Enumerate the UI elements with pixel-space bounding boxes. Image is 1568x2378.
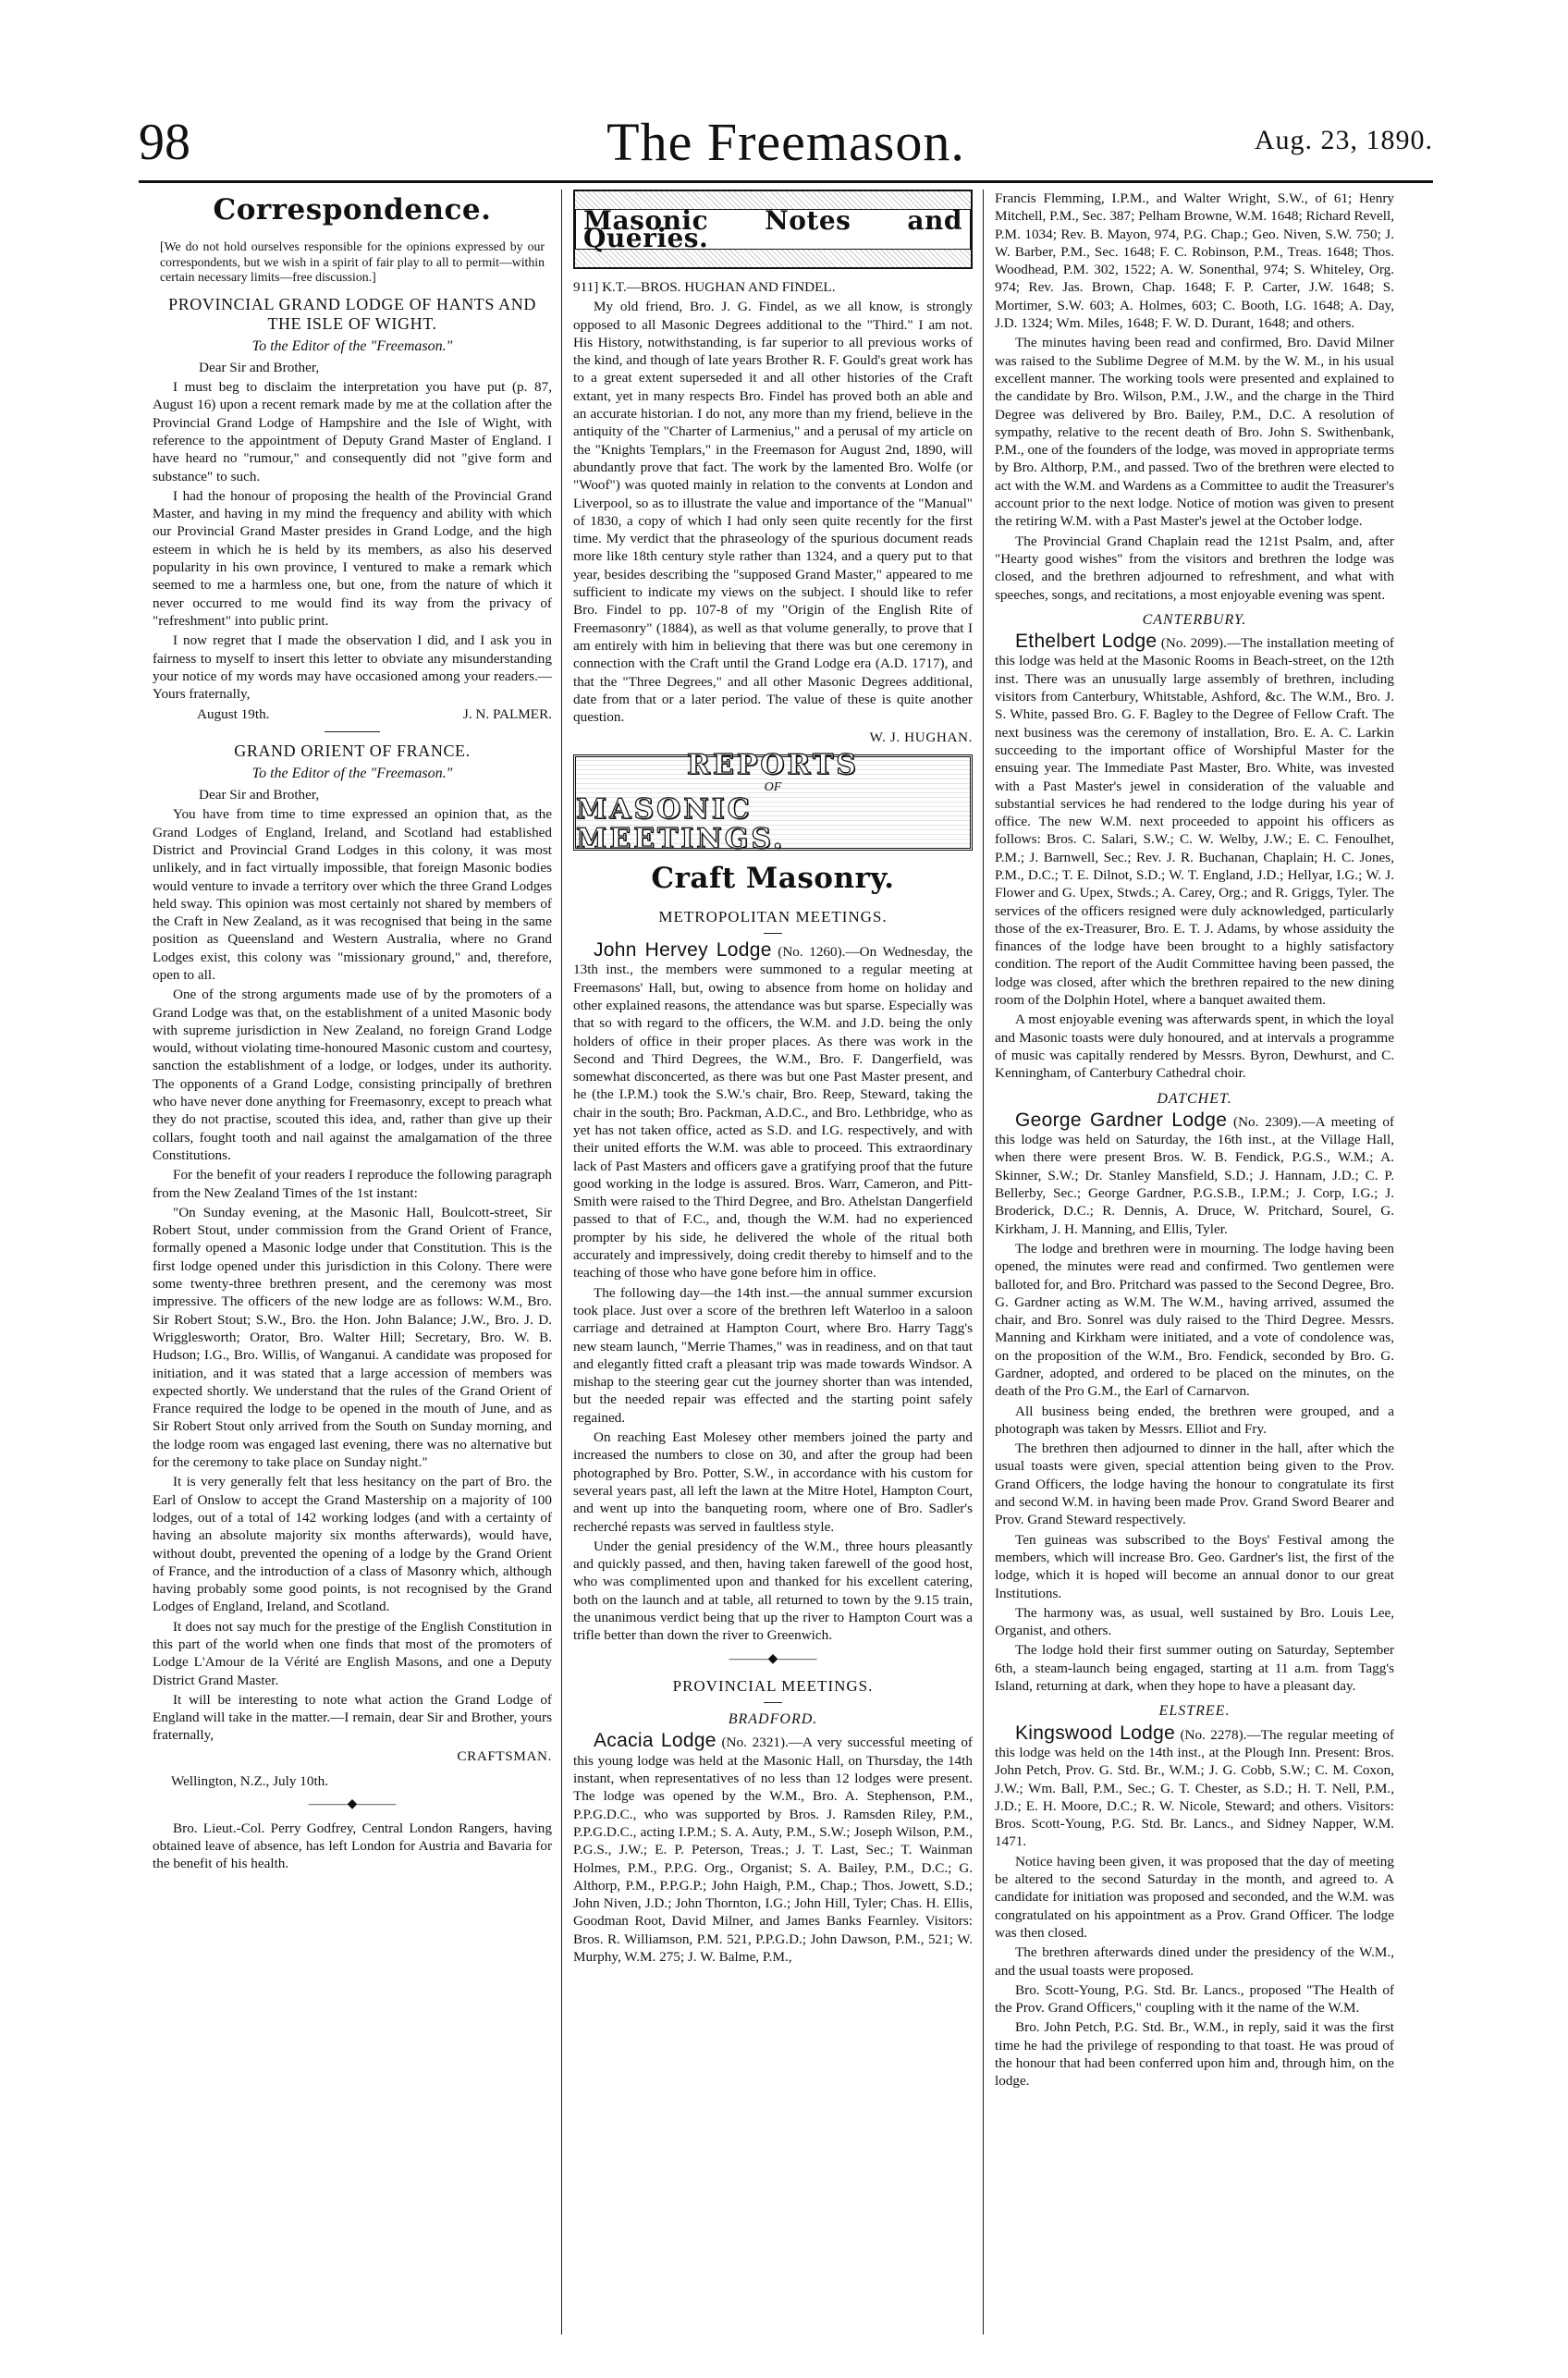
letter-addressee: To the Editor of the "Freemason." <box>251 337 453 354</box>
masthead <box>139 109 1433 176</box>
letter-paragraph: For the benefit of your readers I reproduce the following paragraph from the New Zealand Times of the 1st instant: <box>153 1167 552 1201</box>
query-heading: 911] K.T.—BROS. HUGHAN AND FINDEL. <box>573 279 836 295</box>
query-signature: W. J. HUGHAN. <box>869 729 973 746</box>
report-paragraph: The following day—the 14th inst.—the annual summer excursion took place. Just over a score of the brethren left Waterloo in a saloon carriage and detrained at Hampton Court, where Bro. Harry Tagg's new steam launch, "Merrie Thames," was in readiness, and on that taut and elegantly fitted craft a pleasant trip was made towards Windsor. A mishap to the steering gear cut the journey shorter than was intended, but the needed repair was effected and the starting point safely regained. <box>573 1284 973 1426</box>
letter-salutation: Dear Sir and Brother, <box>199 787 320 803</box>
letter-paragraph: You have from time to time expressed an opinion that, as the Grand Lodges of England, Ireland, and Scotland had established District and Provincial Grand Lodges in this colony, it was most unlikely, and in fact virtually impossible, that foreign Masonic bodies would venture to invade a territory over which the three Grand Lodges held sway. This opinion was most certainly not shared by members of the Craft in New Zealand, as it was recognised that being in the same position as Queensland and Western Australia, where no Grand Lodges exist, this colony was "missionary ground," and, therefore, open to all. <box>153 806 552 983</box>
divider <box>764 1702 782 1703</box>
section-heading: PROVINCIAL MEETINGS. <box>672 1676 874 1695</box>
letter-paragraph: I must beg to disclaim the interpretation you have put (p. 87, August 16) upon a recent remark made by me at the collation after the Provincial Grand Lodge of Hampshire and the Isle of Wight, with reference to the appointment of Deputy Grand Master of England. I have heard no "rumour," and consequently did not "give form and substance" to such. <box>153 379 552 484</box>
report-paragraph: The harmony was, as usual, well sustained by Bro. Louis Lee, Organist, and others. <box>995 1604 1394 1639</box>
place-heading: CANTERBURY. <box>1142 611 1247 628</box>
news-footnote: Bro. Lieut.-Col. Perry Godfrey, Central London Rangers, having obtained leave of absence, has left London for Austria and Bavaria for the benefit of his health. <box>153 1820 552 1872</box>
banner-masonic-notes <box>573 190 973 269</box>
lodge-number: (No. 2309). <box>1233 1113 1302 1130</box>
letter-paragraph: It is very generally felt that less hesitancy on the part of Bro. the Earl of Onslow to accept the Grand Mastership on a majority of 100 lodges, out of a total of 142 working lodges (and with a certainty of having an absolute majority six months afterwards), would have, without doubt, prevented the opening of a lodge by the Grand Orient of France, and the introduction of a class of Masonry which, although having probably some good points, is not recognised by the Grand Lodges of England, Ireland, and Scotland. <box>153 1474 552 1615</box>
column-3 <box>995 190 1394 2335</box>
lodge-name: Acacia Lodge <box>594 1730 717 1752</box>
divider <box>325 731 380 732</box>
letter-heading: PROVINCIAL GRAND LODGE OF HANTS AND THE ISLE OF WIGHT. <box>168 294 536 333</box>
report-paragraph: Under the genial presidency of the W.M., three hours pleasantly and quickly passed, and then, having taken farewell of the good host, who was complimented upon and thanked for his excellent catering, both on the launch and at table, all returned to town by the 9.15 train, the unanimous verdict being that up the river to Hampton Court was a trifle better than down the river to Greenwich. <box>573 1538 973 1644</box>
section-title-correspondence: Correspondence. <box>213 193 492 227</box>
lodge-report <box>995 1111 1394 1238</box>
masthead-rule <box>139 180 1433 183</box>
letter-salutation: Dear Sir and Brother, <box>199 359 320 375</box>
letter-place-date: Wellington, N.Z., July 10th. <box>171 1773 329 1790</box>
divider: ———◆——— <box>729 1651 817 1666</box>
letter-signature: J. N. PALMER. <box>462 706 552 723</box>
report-paragraph: The brethren afterwards dined under the presidency of the W.M., and the usual toasts were proposed. <box>995 1944 1394 1979</box>
letter-paragraph: One of the strong arguments made use of by the promoters of a Grand Lodge was that, on the establishment of a united Masonic body with supreme jurisdiction in New Zealand, no foreign Grand Lodge would, without violating time-honoured Masonic custom and courtesy, sanction the establishment of a lodge, or lodges, under its authority. The opponents of a Grand Lodge, consisting principally of brethren who have never done anything for Freemasonry, except to preach what they do not practise, scouted this idea, and, rather than give up their collars, fought tooth and nail against the amalgamation of the three Constitutions. <box>153 987 552 1163</box>
divider: ———◆——— <box>308 1797 397 1812</box>
lodge-number: (No. 2278). <box>1180 1726 1247 1743</box>
report-paragraph: A most enjoyable evening was afterwards spent, in which the loyal and Masonic toasts were duly honoured, and at intervals a programme of music was capitally rendered by Messrs. Byron, Dewhurst, and C. Kenningham, of Canterbury Cathedral choir. <box>995 1011 1394 1082</box>
lodge-name: George Gardner Lodge <box>1015 1109 1228 1131</box>
issue-date: Aug. 23, 1890. <box>1254 125 1433 155</box>
letter-signoff <box>153 705 552 723</box>
lodge-name: Ethelbert Lodge <box>1015 631 1158 653</box>
report-paragraph: The lodge and brethren were in mourning. The lodge having been opened, the minutes were read and confirmed. Two gentlemen were balloted for, and Bro. Pritchard was passed to the Second Degree, Bro. G. Gardner acting as W.M. The W.M., having arrived, assumed the chair, and Bro. Sonrel was duly raised to the Third Degree. Messrs. Manning and Kirkham were initiated, and a vote of condolence was, on the proposition of the W.M., Bro. Fendick, seconded by Bro. G. Gardner, adopted, and ordered to be placed on the minutes, on the death of the Pro G.M., the Earl of Carnarvon. <box>995 1240 1394 1400</box>
letter-date: August 19th. <box>197 706 270 723</box>
place-heading: BRADFORD. <box>728 1711 818 1728</box>
lodge-report-text: —A very successful meeting of this young lodge was held at the Masonic Hall, on Thursday, the 14th instant, when representatives of no less than 12 lodges were present. The lodge was opened by the W.M., Bro. A. Stephenson, P.M., P.P.G.D.C., who was supported by Bros. J. Ramsden Riley, P.M., P.P.G.D.C., acting I.P.M.; S. A. Auty, P.M., S.W.; Joseph Wilson, P.M., P.G.S., J.W.; E. P. Peterson, Treas.; J. T. Last, Sec.; T. Wainman Holmes, P.M., P.P.G. Org., Organist; S. A. Bailey, P.M., D.C.; G. Althorp, P.M., P.P.G.P.; John Haigh, P.M., Chap.; Thos. Jowett, S.D.; John Niven, J.D.; John Thornton, I.G.; John Hill, Tyler; Chas. H. Ellis, Goodman Root, David Milner, and James Banks Fearnley. Visitors: Bros. R. Williamson, P.M. 521, P.P.G.D.; John Dawson, P.M., 521; W. Murphy, W.M. 275; J. W. Balme, P.M., <box>573 1734 973 1966</box>
section-heading: METROPOLITAN MEETINGS. <box>658 907 888 925</box>
column-divider <box>561 190 562 2335</box>
column-divider <box>983 190 984 2335</box>
lodge-name: John Hervey Lodge <box>594 939 772 962</box>
column-2 <box>573 190 973 2335</box>
letter-paragraph: I had the honour of proposing the health of the Provincial Grand Master, and having in my mind the frequency and ability with which our Provincial Grand Master presides in Grand Lodge, and the high esteem in which he is held by its members, as also his deserved popularity in his own province, I ventured to make a remark which seemed to me a harmless one, but one, from the nature of which it never occurred to me would find its way from the privacy of "refreshment" into public print. <box>153 487 552 629</box>
lodge-number: (No. 2099). <box>1160 635 1227 652</box>
lodge-number: (No. 1260). <box>778 944 846 961</box>
lodge-report <box>573 941 973 1282</box>
banner-of-line: OF <box>764 779 782 794</box>
column-1 <box>153 190 552 2335</box>
letter-paragraph: I now regret that I made the observation I did, and I ask you in fairness to myself to insert this letter to obviate any misunderstanding your notice of my words may have occasioned among your readers.—Yours fraternally, <box>153 632 552 703</box>
lodge-report-text: —The regular meeting of this lodge was held on the 14th inst., at the Plough Inn. Present: Bros. John Petch, Prov. G. Std. Br., W.M.; J. G. Cobb, S.W.; C. M. Coxon, J.W.; Wm. Ball, P.M., Sec.; G. T. Chester, as S.D.; H. T. Nell, P.M., J.D.; E. H. Moore, D.C.; R. W. Nicole, Steward; and others. Visitors: Bros. Scott-Young, P.G. Std. Br. Lancs., and Sidney Napper, W.M. 1471. <box>995 1726 1394 1850</box>
banner-reports-line: REPORTS <box>687 748 859 781</box>
letter-paragraph: It does not say much for the prestige of the English Constitution in this part of the world when one finds that most of the promoters of Lodge L'Amour de la Vérité are English Masons, and one a Deputy District Grand Master. <box>153 1618 552 1688</box>
lodge-number: (No. 2321). <box>721 1734 789 1751</box>
paper-title: The Freemason. <box>606 112 965 172</box>
lodge-report <box>573 1732 973 1966</box>
report-paragraph: Bro. John Petch, P.G. Std. Br., W.M., in reply, said it was the first time he had the privilege of responding to that toast. He was proud of the honour that had been conferred upon him and, through him, on the lodge. <box>995 2019 1394 2090</box>
report-paragraph: Notice having been given, it was proposed that the day of meeting be altered to the second Saturday in the month, and agreed to. A candidate for initiation was proposed and seconded, and the W.M. was congratulated on his appointment as a Prov. Grand Officer. The lodge was then closed. <box>995 1853 1394 1941</box>
report-paragraph: The minutes having been read and confirmed, Bro. David Milner was raised to the Sublime Degree of M.M. by the W. M., in his usual excellent manner. The working tools were presented and explained to the candidate by Bro. Wilson, P.M., J.W., and the charge in the Third Degree was delivered by Bro. Bailey, P.M., D.C. A resolution of sympathy, relative to the recent death of Bro. John S. Swithenbank, P.M., one of the founders of the lodge, was moved in appropriate terms by Bro. Althorp, P.M., and passed. Two of the brethren were elected to act with the W.M. and Wardens as a Committee to audit the Treasurer's account prior to the next lodge. Notice of motion was given to present the retiring W.M. with a Past Master's jewel at the October lodge. <box>995 335 1394 530</box>
lodge-report <box>995 632 1394 1009</box>
query-paragraph: My old friend, Bro. J. G. Findel, as we all know, is strongly opposed to all Masonic Degrees additional to the "Third." I am not. His History, notwithstanding, is far superior to all previous works of the kind, and though of late years Brother R. F. Gould's great work has to a great extent superseded it and all other histories of the Craft extant, yet in many respects Bro. Findel has proved both an able and an accurate historian. I do not, any more than my friend, believe in the antiquity of the "Charter of Larmenius," and a perusal of my article on the "Knights Templars," in the Freemason for August 2nd, 1890, will abundantly prove that fact. The work by the lamented Bro. Wolfe (or "Woof") was quoted mainly in relation to the convents at London and Liverpool, so as to illustrate the value and importance of the "Manual" of 1830, a copy of which I had only seen quite recently for the first time. My verdict that the phraseology of the spurious document reads more like 18th century style rather than 1324, and a query put to that year, besides describing the "supposed Grand Master," appeared to me sufficient to indicate my views on the subject. I should like to refer Bro. Findel to pp. 107-8 of my "Origin of the English Rite of Freemasonry" (1884), as well as that volume generally, to prove that I am entirely with him in believing that there was but one ceremony in connection with the Craft until the Grand Lodge era (A.D. 1717), and that the "Three Degrees," and all other Masonic Degrees additional, date from that or a later period. The value of these is quite another question. <box>573 299 973 726</box>
lodge-report-text: —On Wednesday, the 13th inst., the members were summoned to a regular meeting at Freemasons' Hall, but, owing to absence from home on holiday and other explained reasons, the attendance was but sparse. Especially was that so with regard to the officers, the W.M. and J.D. being the only holders of office in their proper places. As there was work in the Second and Third Degrees, the W.M., Bro. F. Dangerfield, was somewhat disconcerted, as there was but one Past Master present, and he (the I.P.M.) took the S.W.'s chair, Bro. Reep, Steward, taking the chair in the south; Bro. Packman, A.D.C., and Bro. Lethbridge, who as yet has not taken office, acted as S.D. and I.G. respectively, and with their united efforts the W.M. was able to proceed. This extraordinary lack of Past Masters and officers gave a gratifying proof that the future good working in the lodge is assured. Bros. Warr, Cameron, and Pitt-Smith were raised to the Third Degree, and Bro. Athelstan Dangerfield passed to that of F.C., and, though the W.M. had no experienced prompter by his side, he delivered the whole of the ritual both accurately and impressively, doing credit thereby to himself and to the teaching of those who have gone before him in office. <box>573 944 973 1281</box>
report-paragraph: Ten guineas was subscribed to the Boys' Festival among the members, which will increase Bro. Geo. Gardner's list, the first of the lodge, which it is hoped will become an annual donor to our great Institutions. <box>995 1531 1394 1601</box>
report-paragraph: The lodge hold their first summer outing on Saturday, September 6th, a steam-launch being engaged, starting at 11 a.m. from Tagg's Island, returning at dark, when they hope to have a pleasant day. <box>995 1642 1394 1695</box>
report-paragraph: All business being ended, the brethren were grouped, and a photograph was taken by Messrs. Elliot and Fry. <box>995 1403 1394 1437</box>
lodge-report <box>995 1724 1394 1851</box>
banner-title: Masonic Notes and Queries. <box>575 209 971 251</box>
quoted-paragraph: "On Sunday evening, at the Masonic Hall, Boulcott-street, Sir Robert Stout, under commission from the Grand Orient of France, formally opened a Masonic lodge under that Constitution. This is the first lodge opened under this jurisdiction in this Colony. There were some twenty-three brethren present, and the ceremony was most impressive. The officers of the new lodge are as follows: W.M., Bro. Sir Robert Stout; S.W., Bro. the Hon. John Balance; J.W., Bro. J. D. Wrigglesworth; Orator, Bro. Walter Hill; Secretary, Bro. W. B. Hudson; I.G., Bro. Willis, of Wanganui. A candidate was proposed for initiation, and it was stated that a large accession of members was expected shortly. We understand that the rules of the Grand Orient of France required the lodge to be opened in the mouth of June, and as Sir Robert Stout only arrived from the South on Sunday morning, and the lodge room was engaged last evening, there was no alternative but for the ceremony to take place on Sunday night." <box>153 1204 552 1471</box>
lodge-name: Kingswood Lodge <box>1015 1722 1176 1744</box>
place-heading: DATCHET. <box>1157 1090 1232 1107</box>
report-paragraph: The brethren then adjourned to dinner in the hall, after which the usual toasts were given, special attention being given to the Prov. Grand Officers, the lodge having the honour to congratulate its first and second W.M. in having been made Prov. Grand Sword Bearer and Prov. Grand Steward respectively. <box>995 1440 1394 1528</box>
editorial-disclaimer: [We do not hold ourselves responsible for the opinions expressed by our correspondents, but we wish in a spirit of fair play to all to permit—within certain necessary limits—free discussion.] <box>160 239 545 284</box>
lodge-report-text: —The installation meeting of this lodge was held at the Masonic Rooms in Beach-street, on the 12th inst. There was an unusually large assembly of brethren, including visitors from Canterbury, Whitstable, Ashford, &c. The W.M., Bro. J. S. White, passed Bro. G. F. Bagley to the Degree of Fellow Craft. The next business was the ceremony of installation, Bro. E. A. C. Larkin succeeding to the important office of Worshipful Master for the ensuing year. The Immediate Past Master, Bro. White, was invested with a Past Master's jewel in consideration of the valuable and substantial services he had rendered to the lodge during his year of office. The new W.M. next proceeded to appoint his officers as follows: Bros. C. Salari, S.W.; C. W. Welby, J.W.; E. C. Fenoulhet, P.M.; J. Barnwell, Sec.; Rev. J. R. Buchanan, Chaplain; H. C. Jones, P.M., D.C.; T. E. Dilnot, S.D.; W. T. England, J.D.; Hellyar, I.G.; W. J. Flower and G. Upex, Stwds.; A. Carey, Org.; and R. Griggs, Tyler. The services of the officers resigned were duly acknowledged, particularly those of the ex-Treasurer, Bro. E. T. J. Adams, by whose assiduity the finances of the lodge have been brought to a highly satisfactory condition. The report of the Audit Committee having been passed, the lodge was closed, after which the brethren repaired to the new dining room of the Dolphin Hotel, where a banquet awaited them. <box>995 635 1394 1009</box>
lodge-report-text: —A meeting of this lodge was held on Saturday, the 16th inst., at the Village Hall, when there were present Bros. W. B. Fendick, P.G.S., W.M.; A. Skinner, S.W.; Dr. Stanley Mansfield, S.D.; J. Hannam, J.D.; C. P. Bellerby, Sec.; George Gardner, P.G.S.B., I.P.M.; J. Corp, I.G.; J. Broderick, D.C.; R. Dennis, A. Druce, W. Pritchard, Sourel, G. Kirkham, J. H. Manning, and Ellis, Tyler. <box>995 1113 1394 1237</box>
letter-signature: CRAFTSMAN. <box>457 1747 552 1764</box>
divider <box>764 933 782 934</box>
page-number: 98 <box>139 114 190 171</box>
report-continuation: Francis Flemming, I.P.M., and Walter Wright, S.W., of 61; Henry Mitchell, P.M., Sec. 387; Pelham Browne, W.M. 1648; Richard Revell, P.M. 1034; Rev. B. Mayon, 974, P.G. Chap.; Geo. Niven, S.W. 750; J. W. Barber, P.M., Sec. 1648; F. C. Robinson, P.M., Treas. 1648; Thos. Woodhead, P.M. 302, 1522; A. W. Sonenthal, 974; S. Whiteley, Org. 974; Rev. Jas. Brown, Chap. 1648; F. P. Carter, J.W. 1648; S. Mortimer, S.W. 603; A. Holmes, 603; C. Booth, I.G. 1648; A. Day, J.D. 1324; Wm. Miles, 1648; F. W. D. Durant, 1648; and others. <box>995 190 1394 332</box>
banner-reports-of-masonic-meetings <box>573 748 973 855</box>
letter-paragraph: It will be interesting to note what action the Grand Lodge of England will take in the matter.—I remain, dear Sir and Brother, yours fraternally, <box>153 1691 552 1744</box>
report-paragraph: Bro. Scott-Young, P.G. Std. Br. Lancs., proposed "The Health of the Prov. Grand Officers," coupling with it the name of the W.M. <box>995 1981 1394 2016</box>
section-title-craft-masonry: Craft Masonry. <box>651 861 895 895</box>
banner-meetings-line: MASONIC MEETINGS. <box>576 792 786 855</box>
report-paragraph: On reaching East Molesey other members joined the party and increased the numbers to close on 30, and after the group had been photographed by Bro. Potter, S.W., in accordance with his custom for several years past, all left the lawn at the Mitre Hotel, Hampton Court, and went up into the banqueting room, where one of Bro. Sadler's recherché repasts was served in faultless style. <box>573 1429 973 1535</box>
letter-heading: GRAND ORIENT OF FRANCE. <box>234 741 471 760</box>
place-heading: ELSTREE. <box>1158 1703 1231 1720</box>
report-paragraph: The Provincial Grand Chaplain read the 121st Psalm, and, after "Hearty good wishes" from the visitors and brethren the lodge was closed, and the brethren adjourned to refreshment, and what with speeches, songs, and recitations, a most enjoyable evening was spent. <box>995 533 1394 603</box>
letter-addressee: To the Editor of the "Freemason." <box>251 765 453 781</box>
